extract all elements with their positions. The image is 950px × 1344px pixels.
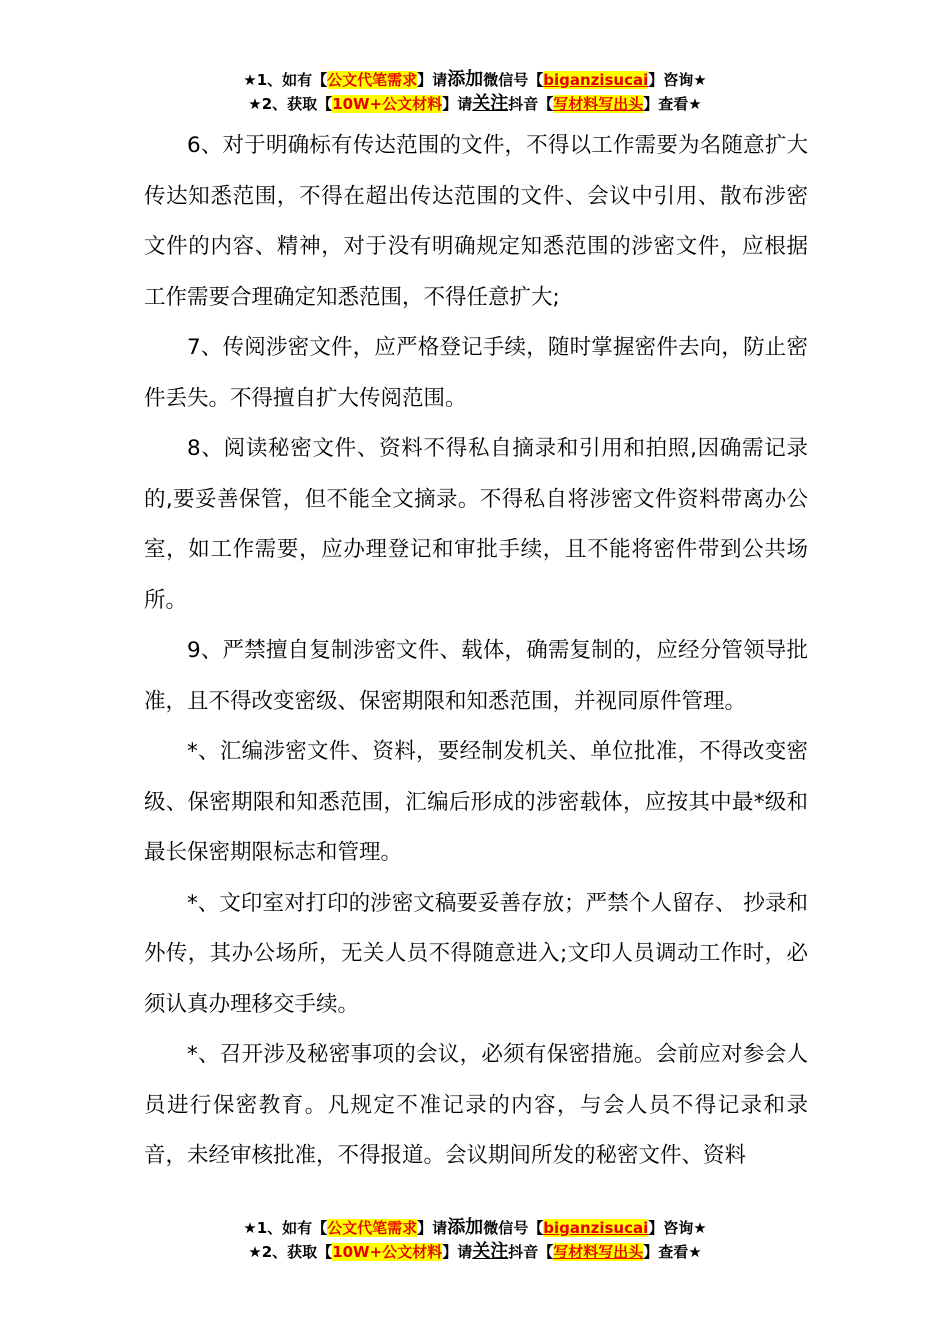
banner-line-2 bbox=[0, 92, 950, 116]
banner-line-1-mid: 】请 bbox=[417, 71, 448, 89]
document-body bbox=[144, 121, 808, 1182]
banner-line-1-emphasis: 添加 bbox=[447, 69, 484, 90]
footer-line-1-prefix: ★1、如有【 bbox=[243, 1219, 328, 1237]
footer-line-2-prefix: ★2、获取【 bbox=[248, 1243, 333, 1261]
footer-line-1-suffix: 】咨询★ bbox=[648, 1219, 707, 1237]
footer-banner bbox=[0, 1216, 950, 1264]
paragraph-print-room: *、文印室对打印的涉密文稿要妥善存放；严禁个人留存、 抄录和外传，其办公场所，无关人员不得随意进入;文印人员调动工作时，必须认真办理移交手续。 bbox=[144, 890, 808, 1017]
banner-line-2-mid2: 抖音【 bbox=[508, 95, 554, 113]
ghostwriting-service-highlight: 公文代笔需求 bbox=[327, 71, 418, 89]
banner-line-2-prefix: ★2、获取【 bbox=[248, 95, 333, 113]
footer-douyin-account-link[interactable]: 写材料写出头 bbox=[553, 1243, 644, 1261]
banner-line-1-suffix: 】咨询★ bbox=[648, 71, 707, 89]
paragraph-compilation: *、汇编涉密文件、资料，要经制发机关、单位批准，不得改变密级、保密期限和知悉范围，汇编后形成的涉密载体，应按其中最*级和最长保密期限标志和管理。 bbox=[144, 739, 808, 865]
footer-banner-line-2 bbox=[0, 1240, 950, 1264]
footer-wechat-id-link[interactable]: biganzisucai bbox=[543, 1219, 649, 1237]
banner-line-1 bbox=[0, 68, 950, 92]
paragraph-7: 7、传阅涉密文件，应严格登记手续，随时掌握密件去向，防止密件丢失。不得擅自扩大传阅范围。 bbox=[144, 335, 808, 411]
banner-line-1-prefix: ★1、如有【 bbox=[243, 71, 328, 89]
header-banner bbox=[0, 68, 950, 116]
footer-line-2-mid: 】请 bbox=[442, 1243, 473, 1261]
paragraph-meetings: *、召开涉及秘密事项的会议，必须有保密措施。会前应对参会人员进行保密教育。凡规定不准记录的内容，与会人员不得记录和录音，未经审核批准，不得报道。会议期间所发的秘密文件、资料 bbox=[144, 1042, 808, 1168]
banner-line-2-suffix: 】查看★ bbox=[643, 95, 702, 113]
footer-line-1-mid2: 微信号【 bbox=[483, 1219, 544, 1237]
materials-highlight: 10W+公文材料 bbox=[332, 95, 443, 113]
wechat-id-link[interactable]: biganzisucai bbox=[543, 71, 649, 89]
footer-line-1-emphasis: 添加 bbox=[447, 1217, 484, 1238]
footer-materials-highlight: 10W+公文材料 bbox=[332, 1243, 443, 1261]
banner-line-1-mid2: 微信号【 bbox=[483, 71, 544, 89]
footer-line-2-suffix: 】查看★ bbox=[643, 1243, 702, 1261]
paragraph-8: 8、阅读秘密文件、资料不得私自摘录和引用和拍照,因确需记录的,要妥善保管，但不能全文摘录。不得私自将涉密文件资料带离办公室，如工作需要，应办理登记和审批手续，且不能将密件带到公共场所。 bbox=[144, 436, 808, 613]
banner-line-2-mid: 】请 bbox=[442, 95, 473, 113]
banner-line-2-emphasis: 关注 bbox=[472, 93, 509, 114]
footer-banner-line-1 bbox=[0, 1216, 950, 1240]
footer-line-2-mid2: 抖音【 bbox=[508, 1243, 554, 1261]
footer-line-1-mid: 】请 bbox=[417, 1219, 448, 1237]
footer-line-2-emphasis: 关注 bbox=[472, 1241, 509, 1262]
footer-ghostwriting-service-highlight: 公文代笔需求 bbox=[327, 1219, 418, 1237]
paragraph-9: 9、严禁擅自复制涉密文件、载体，确需复制的，应经分管领导批准，且不得改变密级、保密期限和知悉范围，并视同原件管理。 bbox=[144, 638, 808, 714]
douyin-account-link[interactable]: 写材料写出头 bbox=[553, 95, 644, 113]
paragraph-6: 6、对于明确标有传达范围的文件，不得以工作需要为名随意扩大传达知悉范围，不得在超出传达范围的文件、会议中引用、散布涉密文件的内容、精神，对于没有明确规定知悉范围的涉密文件，应根据工作需要合理确定知悉范围，不得任意扩大; bbox=[144, 133, 808, 310]
